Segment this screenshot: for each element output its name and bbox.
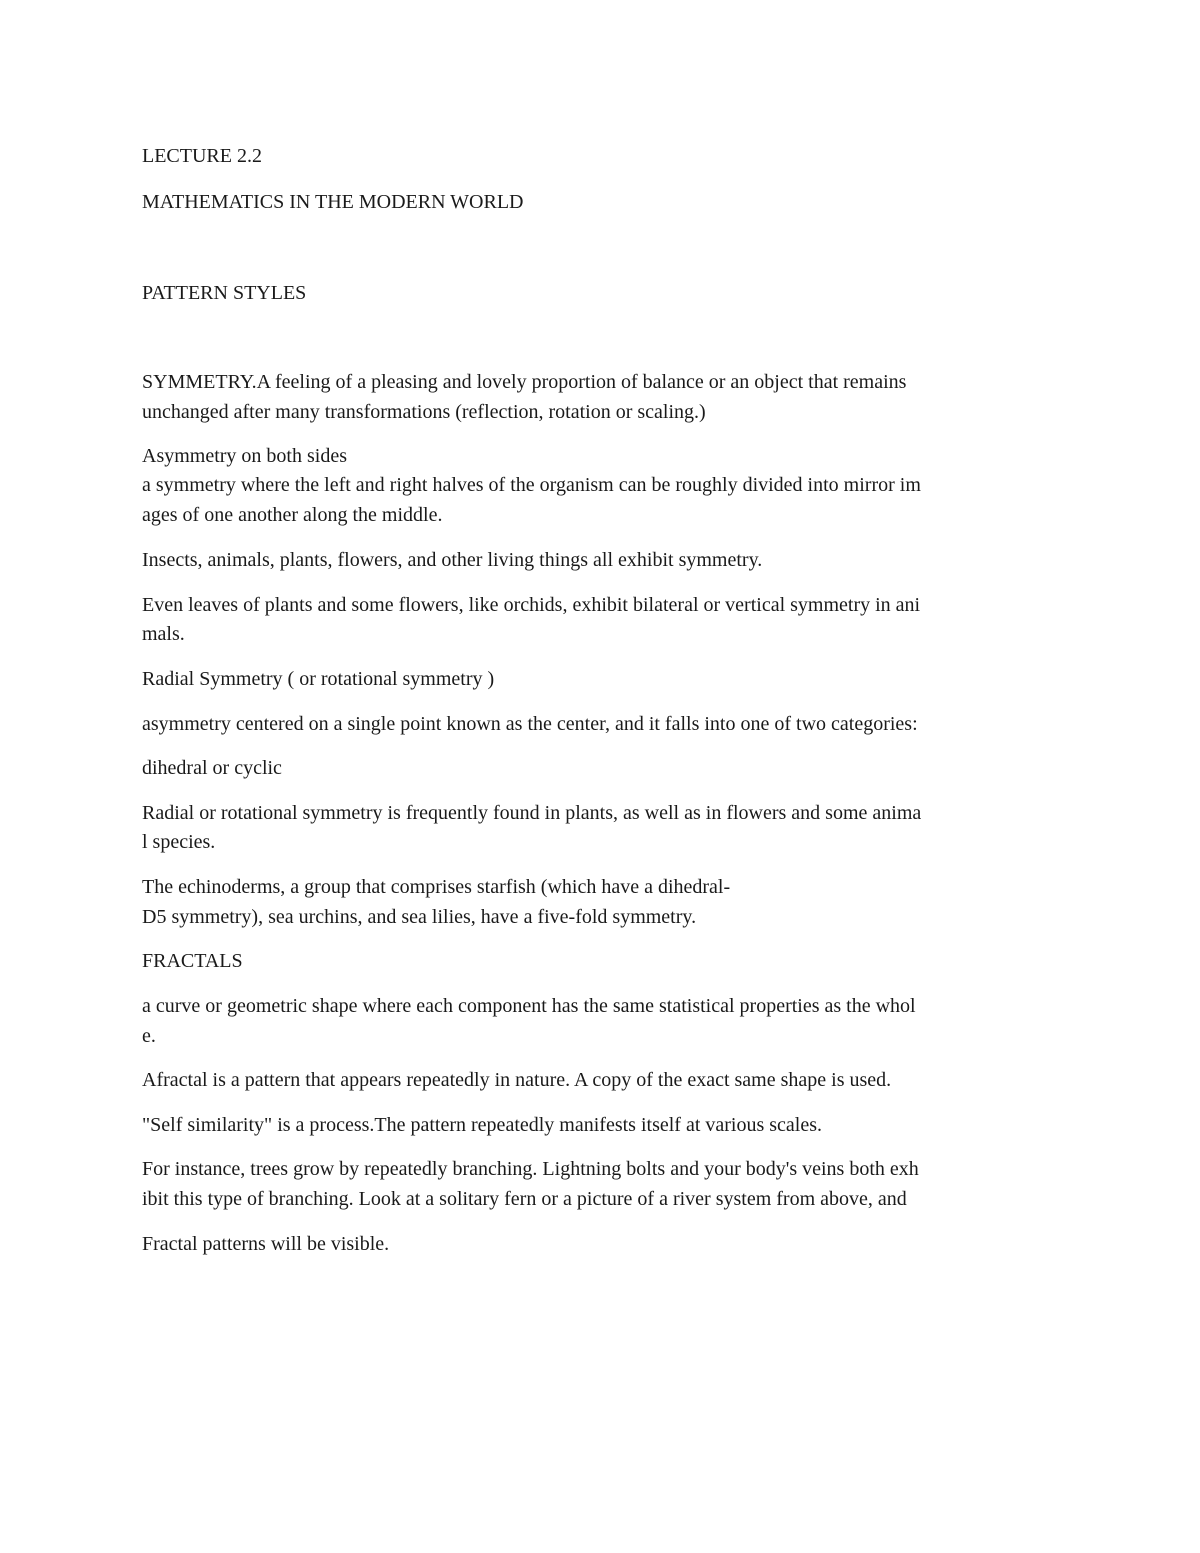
lecture-label: LECTURE 2.2 (142, 145, 262, 167)
text-line: SYMMETRY.A feeling of a pleasing and lovely proportion of balance or an object that remains (142, 371, 907, 393)
text-line: dihedral or cyclic (142, 757, 282, 779)
text-line: Asymmetry on both sides (142, 445, 347, 467)
text-line: For instance, trees grow by repeatedly branching. Lightning bolts and your body's veins both exh (142, 1158, 919, 1180)
text-line: ibit this type of branching. Look at a solitary fern or a picture of a river system from above, and (142, 1188, 907, 1210)
text-line: Radial Symmetry ( or rotational symmetry ) (142, 668, 495, 690)
text-line: a curve or geometric shape where each component has the same statistical properties as the whol (142, 995, 916, 1017)
text-line: Radial or rotational symmetry is frequently found in plants, as well as in flowers and some anima (142, 802, 922, 824)
text-line: ages of one another along the middle. (142, 504, 443, 526)
text-line: unchanged after many transformations (reflection, rotation or scaling.) (142, 401, 706, 423)
section-heading: PATTERN STYLES (142, 282, 307, 304)
text-line: l species. (142, 831, 216, 853)
text-line: asymmetry centered on a single point known as the center, and it falls into one of two categories: (142, 713, 918, 735)
text-line: Even leaves of plants and some flowers, like orchids, exhibit bilateral or vertical symmetry in ani (142, 594, 921, 616)
text-line: "Self similarity" is a process.The pattern repeatedly manifests itself at various scales. (142, 1114, 823, 1136)
text-line: e. (142, 1025, 156, 1047)
text-line: mals. (142, 623, 185, 645)
text-line: a symmetry where the left and right halves of the organism can be roughly divided into mirror im (142, 474, 921, 496)
text-line: The echinoderms, a group that comprises starfish (which have a dihedral- (142, 876, 731, 898)
text-line: Insects, animals, plants, flowers, and other living things all exhibit symmetry. (142, 549, 763, 571)
course-title: MATHEMATICS IN THE MODERN WORLD (142, 191, 524, 213)
text-line: Fractal patterns will be visible. (142, 1233, 390, 1255)
text-line: Afractal is a pattern that appears repeatedly in nature. A copy of the exact same shape is used. (142, 1069, 892, 1091)
text-line: FRACTALS (142, 950, 243, 972)
text-line: D5 symmetry), sea urchins, and sea lilies, have a five-fold symmetry. (142, 906, 697, 928)
